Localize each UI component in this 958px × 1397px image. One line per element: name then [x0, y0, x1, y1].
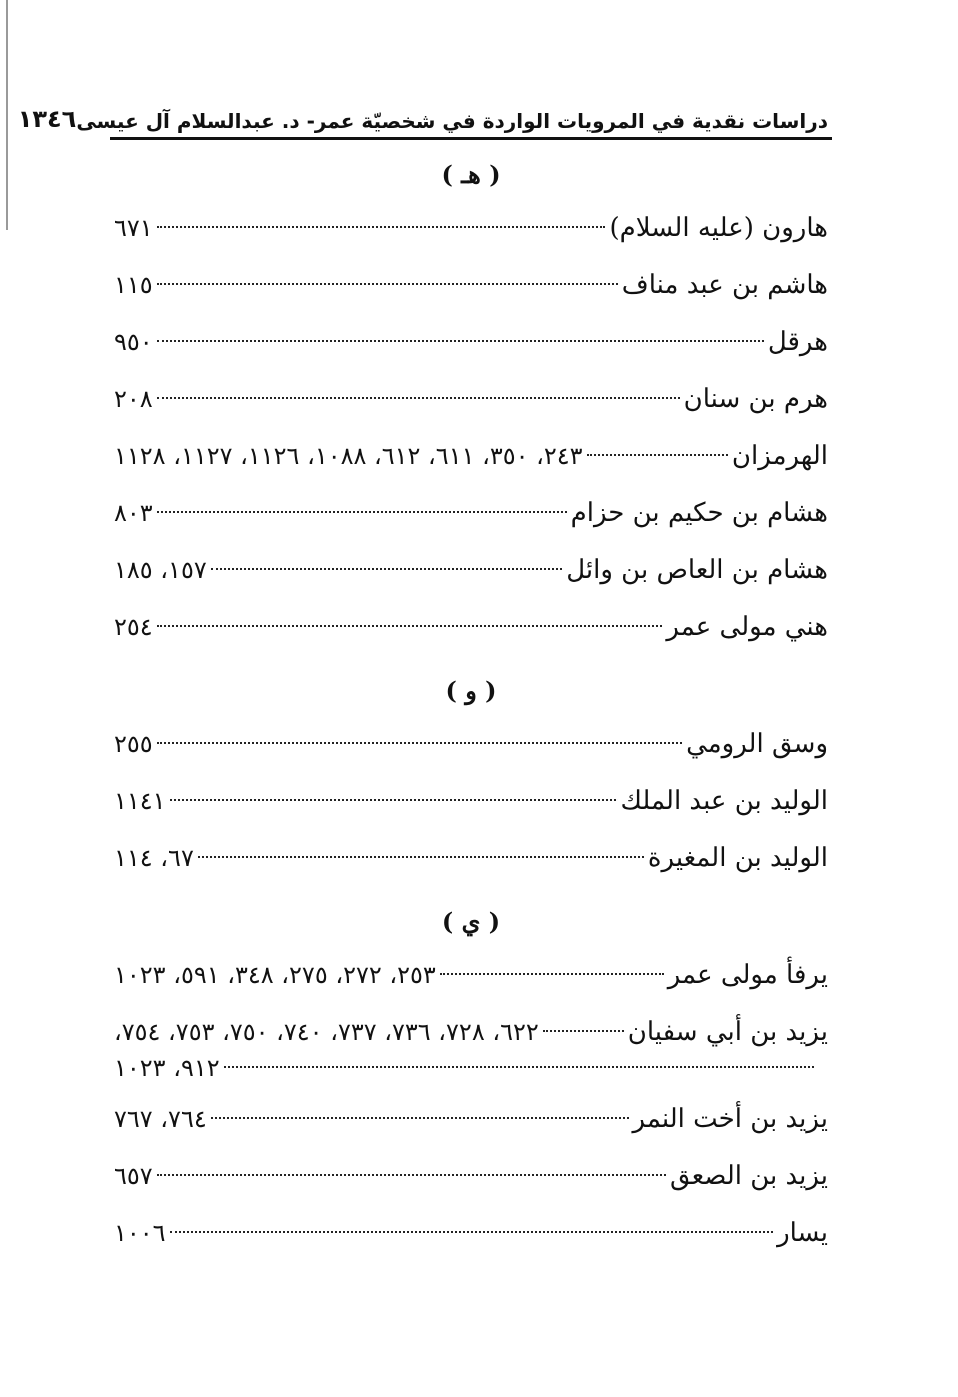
index-entry [110, 200, 832, 257]
dot-leader [543, 1030, 624, 1032]
entry-name: يزيد بن أبي سفيان [627, 1017, 828, 1047]
dot-leader [224, 1066, 814, 1068]
entry-name: يسار [777, 1218, 828, 1248]
entry-name: الوليد بن المغيرة [647, 843, 828, 873]
index-entry [110, 1148, 832, 1205]
dot-leader [170, 1231, 774, 1233]
index-entry [110, 542, 832, 599]
index-entry [110, 428, 832, 485]
entry-name: يزيد بن أخت النمر [632, 1104, 828, 1134]
dot-leader [211, 1117, 629, 1119]
entry-name: وسق الرومي [686, 729, 828, 759]
entry-name: هرم بن سنان [683, 384, 828, 414]
entry-pages: ١٥٧، ١٨٥ [114, 556, 207, 584]
entry-pages: ٩١٢، ١٠٢٣ [114, 1054, 220, 1082]
index-page [17, 92, 832, 1262]
section-letter-waw: ( و ) [445, 676, 497, 705]
index-entry [110, 314, 832, 371]
index-entry [110, 716, 832, 773]
dot-leader [157, 397, 680, 399]
index-entry [110, 773, 832, 830]
entry-name: هشام بن العاص بن وائل [566, 555, 828, 585]
entry-pages: ٩٥٠ [114, 328, 153, 356]
dot-leader [157, 1174, 666, 1176]
entry-pages: ٢٤٣، ٣٥٠، ٦١١، ٦١٢، ١٠٨٨، ١١٢٦، ١١٢٧، ١١٢٨ [114, 442, 583, 470]
entry-pages: ١١٥ [114, 271, 153, 299]
entry-name: يرفأ مولى عمر [667, 960, 828, 990]
entry-pages: ٢٥٥ [114, 730, 153, 758]
header-title: دراسات نقدية في المرويات الواردة في شخصيّة عمر- د. عبدالسلام آل عيسى [76, 109, 828, 133]
dot-leader [198, 856, 644, 858]
entry-name: هشام بن حكيم بن حزام [570, 498, 828, 528]
entry-pages: ٦٧١ [114, 214, 153, 242]
entry-pages: ٦٧، ١١٤ [114, 844, 194, 872]
index-entry [110, 1091, 832, 1148]
section-letter-ha: ( هـ ) [441, 160, 501, 189]
entry-name: الوليد بن عبد الملك [620, 786, 828, 816]
dot-leader [211, 568, 562, 570]
entry-pages: ٢٥٤ [114, 613, 153, 641]
index-entry [110, 257, 832, 314]
entry-pages: ٧٦٤، ٧٦٧ [114, 1105, 207, 1133]
running-header [17, 92, 832, 140]
entry-pages: ٢٥٣، ٢٧٢، ٢٧٥، ٣٤٨، ٥٩١، ١٠٢٣ [114, 961, 436, 989]
dot-leader [157, 625, 663, 627]
dot-leader [587, 454, 728, 456]
dot-leader [157, 340, 764, 342]
page-number: ١٣٤٦ [17, 105, 77, 133]
entry-name: هني مولى عمر [666, 612, 828, 642]
entry-pages: ١٠٠٦ [114, 1219, 166, 1247]
entry-pages: ٦٢٢، ٧٢٨، ٧٣٦، ٧٣٧، ٧٤٠، ٧٥٠، ٧٥٣، ٧٥٤، [114, 1018, 539, 1046]
entry-name: هاشم بن عبد مناف [621, 270, 828, 300]
section-letter-ya: ( ي ) [441, 907, 501, 936]
dot-leader [157, 742, 682, 744]
dot-leader [170, 799, 617, 801]
entry-name: هارون (عليه السلام) [609, 213, 828, 243]
index-entry [110, 371, 832, 428]
entry-name: يزيد بن الصعق [670, 1161, 828, 1191]
index-entry [110, 1205, 832, 1262]
index-entry [110, 947, 832, 1004]
dot-leader [157, 226, 606, 228]
index-entry [110, 599, 832, 656]
entry-pages: ٦٥٧ [114, 1162, 153, 1190]
entry-name: الهرمزان [731, 441, 828, 471]
dot-leader [157, 511, 567, 513]
dot-leader [157, 283, 618, 285]
page-edge-line [6, 0, 8, 230]
entry-pages: ٢٠٨ [114, 385, 153, 413]
index-entry [110, 485, 832, 542]
entry-pages: ٨٠٣ [114, 499, 153, 527]
entry-name: هرقل [767, 327, 828, 357]
entry-pages: ١١٤١ [114, 787, 166, 815]
dot-leader [440, 973, 664, 975]
index-entry [110, 830, 832, 887]
